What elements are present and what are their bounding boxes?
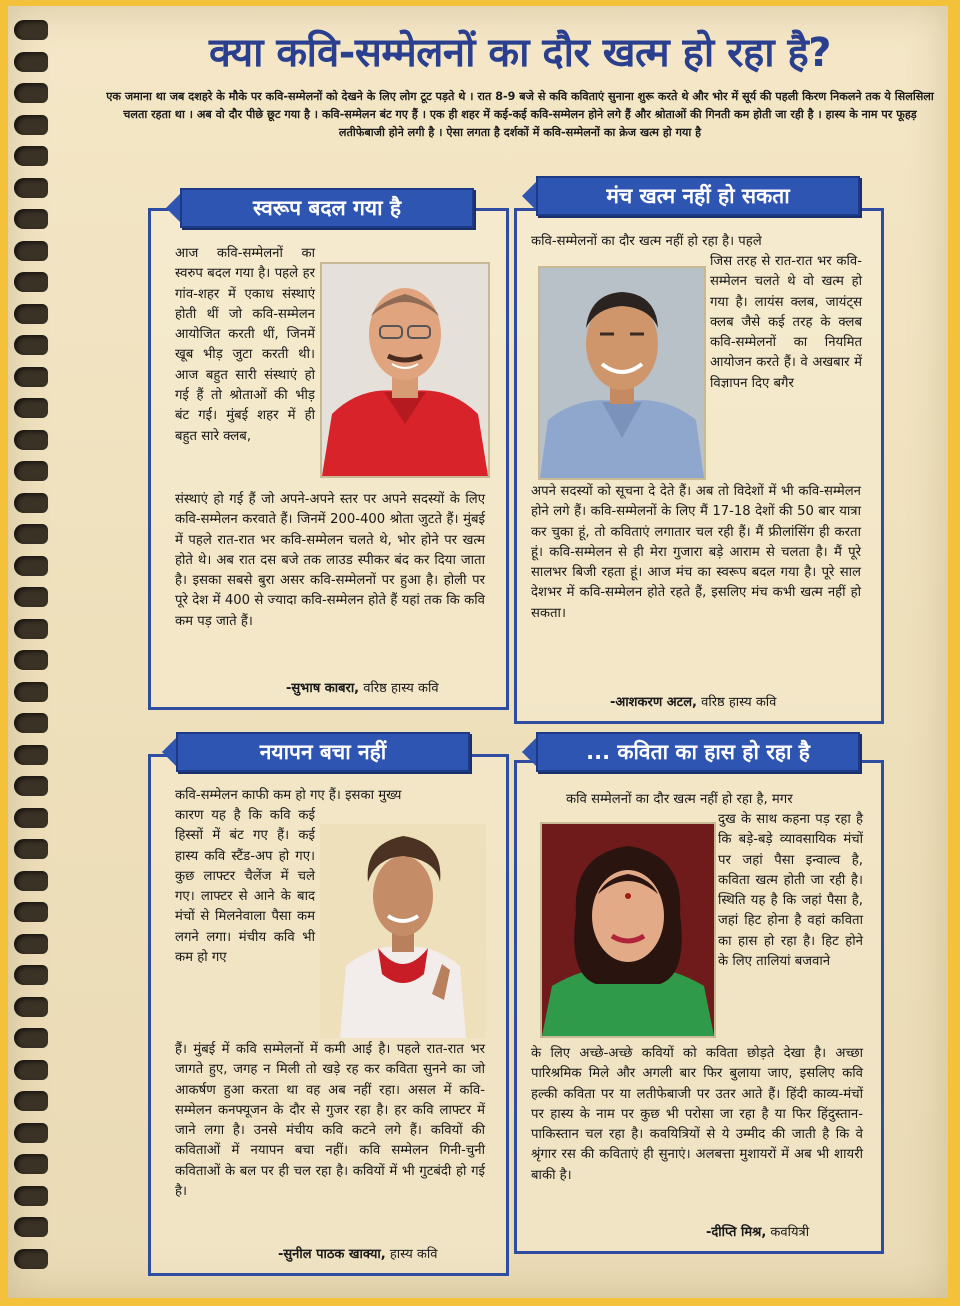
- binding-hole: [14, 556, 48, 576]
- byline-1: [286, 678, 439, 696]
- intro-paragraph: एक जमाना था जब दशहरे के मौके पर कवि-सम्मेलनों को देखने के लिए लोग टूट पड़ते थे । रात 8-9 बजे से कवि कविताएं सुनाना शुरू करते थे और भोर में सूर्य की पहली किरण निकलने तक ये सिलसिला चलता रहता था । अब वो दौर पीछे छूट गया है । कवि-सम्मेलन बंट गए हैं । एक ही शहर में कई-कई कवि-सम्मेलन होने लगे हैं और श्रोताओं की गिनती कम होती जा रही है । हास्य के नाम पर फूहड़ लतीफेबाजी होने लगी है । ऐसा लगता है दर्शकों में कवि-सम्मेलनों का क्रेज खत्म हो गया है: [106, 90, 934, 139]
- binding-hole: [14, 1186, 48, 1206]
- binding-hole: [14, 115, 48, 135]
- binding-hole: [14, 1123, 48, 1143]
- section-text-2-lead: [531, 232, 861, 252]
- binding-hole: [14, 493, 48, 513]
- section-text-4-lead: [566, 790, 862, 810]
- portrait-photo-2: [538, 266, 706, 480]
- role-1: वरिष्ठ हास्य कवि: [359, 681, 439, 696]
- binding-hole: [14, 682, 48, 702]
- byline-4: [706, 1222, 809, 1240]
- section-3-paragraph-top: कारण यह है कि कवि कई हिस्सों में बंट गए हैं। कई हास्य कवि स्टैंड-अप हो गए। कुछ लाफ्टर चैलेंज में चले गए। लाफ्टर से आने के बाद मंचों से मिलनेवाला पैसा कम लगने लगा। मंचीय कवि भी कम हो गए: [175, 808, 315, 966]
- binding-hole: [14, 776, 48, 796]
- portrait-photo-4: [540, 822, 716, 1038]
- section-text-3-bottom: [175, 1040, 485, 1202]
- role-4: कवयित्री: [766, 1225, 810, 1240]
- binding-hole: [14, 524, 48, 544]
- binding-hole: [14, 902, 48, 922]
- binding-hole: [14, 52, 48, 72]
- portrait-photo-1: [320, 262, 490, 478]
- binding-hole: [14, 241, 48, 261]
- headline: क्या कवि-सम्मेलनों का दौर खत्म हो रहा है?: [209, 30, 831, 76]
- section-text-3-lead: [175, 786, 485, 806]
- binding-hole: [14, 650, 48, 670]
- section-4-paragraph-bottom: के लिए अच्छे-अच्छे कवियों को कविता छोड़ते देखा है। अच्छा पारिश्रमिक मिले और अगली बार फिर बुलाया जाए, इसलिए कवि हल्की कविता पर या लतीफेबाजी पर उतर आते हैं। हिंदी काव्य-मंचों पर हास्य के नाम पर कुछ भी परोसा जा रहा है या फिर हिंदुस्तान-पाकिस्तान चल रहा है। कवयित्रियों से ये उम्मीद की जाती है कि वे श्रृंगार रस की कविताएं ही सुनाएं। अलबत्ता मुशायरों में अब भी शायरी बाकी है।: [531, 1046, 863, 1183]
- binding-hole: [14, 745, 48, 765]
- binding-hole: [14, 1154, 48, 1174]
- spiral-binding: [14, 20, 54, 1290]
- section-text-2-top: [710, 252, 862, 394]
- section-4-paragraph-lead: कवि सम्मेलनों का दौर खत्म नहीं हो रहा है, मगर: [566, 792, 793, 807]
- binding-hole: [14, 461, 48, 481]
- binding-hole: [14, 20, 48, 40]
- section-1-paragraph-top: आज कवि-सम्मेलनों का स्वरुप बदल गया है। पहले हर गांव-शहर में एकाध संस्थाएं होती थीं जो कवि-सम्मेलन आयोजित करती थीं, जिनमें खूब भीड़ जुटा करती थी। आज बहुत सारी संस्थाएं हो गई हैं तो श्रोताओं की भीड़ बंट गई। मुंबई शहर में ही बहुत सारे क्लब,: [175, 246, 315, 444]
- binding-hole: [14, 335, 48, 355]
- binding-hole: [14, 272, 48, 292]
- byline-3: [278, 1244, 437, 1262]
- section-title-2: मंच खत्म नहीं हो सकता: [536, 176, 860, 216]
- section-text-4-bottom: [531, 1044, 863, 1186]
- section-2-paragraph-top: जिस तरह से रात-रात भर कवि-सम्मेलन चलते थे वो खत्म हो गया है। लायंस क्लब, जायंट्स क्लब जैसे कई तरह के क्लब कवि-सम्मेलनों का नियमित आयोजन करते हैं। वे अखबार में विज्ञापन दिए बगैर: [710, 254, 862, 391]
- section-title-4: ... कविता का हास हो रहा है: [536, 732, 860, 772]
- binding-hole: [14, 934, 48, 954]
- binding-hole: [14, 871, 48, 891]
- binding-hole: [14, 1060, 48, 1080]
- binding-hole: [14, 146, 48, 166]
- section-1-paragraph-bottom: संस्थाएं हो गई हैं जो अपने-अपने स्तर पर अपने सदस्यों के लिए कवि-सम्मेलन करवाते हैं। जिनमें 200-400 श्रोता जुटते हैं। मुंबई में पहले रात-रात भर कवि-सम्मेलन चलते थे, भोर होने पर खत्म होते थे। अब रात दस बजे तक लाउड स्पीकर बंद कर दिया जाता है। इसका सबसे बुरा असर कवि-सम्मेलनों पर हुआ है। होली पर पूरे देश में 400 से ज्यादा कवि-सम्मेलन होते हैं यहां तक कि कवि कम पड़ जाते हैं।: [175, 492, 485, 629]
- binding-hole: [14, 997, 48, 1017]
- section-title-3: नयापन बचा नहीं: [176, 732, 470, 772]
- binding-hole: [14, 965, 48, 985]
- author-2: -आशकरण अटल,: [610, 695, 697, 710]
- binding-hole: [14, 587, 48, 607]
- binding-hole: [14, 713, 48, 733]
- section-text-1-bottom: [175, 490, 485, 632]
- binding-hole: [14, 1091, 48, 1111]
- section-text-2-bottom: [531, 482, 861, 624]
- binding-hole: [14, 1028, 48, 1048]
- binding-hole: [14, 178, 48, 198]
- section-3-paragraph-bottom: हैं। मुंबई में कवि सम्मेलनों में कमी आई है। पहले रात-रात भर जागते हुए, जगह न मिली तो खड़े रह कर कविता सुनने का जो आकर्षण हुआ करता था वह अब नहीं रहा। असल में कवि-सम्मेलन कनफ्यूजन के दौर से गुजर रहा है। हर कवि लाफ्टर में जाने लगा है। उनसे मंचीय कवि कटने लगे हैं। कवियों की कविताओं में नयापन बचा नहीं। कवि सम्मेलन गिनी-चुनी कविताओं के बल पर ही चल रहा है। कवियों में भी गुटबंदी हो गई है।: [175, 1042, 485, 1200]
- section-4-paragraph-top: दुख के साथ कहना पड़ रहा है कि बड़े-बड़े व्यावसायिक मंचों पर जहां पैसा इन्वाल्व है, कविता खत्म होती जा रही है। स्थिति यह है कि जहां पैसा है, जहां हिट होना है वहां कविता का हास हो रहा है। हिट होने के लिए तालियां बजवाने: [718, 812, 863, 970]
- binding-hole: [14, 430, 48, 450]
- author-3: -सुनील पाठक खाक्या,: [278, 1247, 386, 1262]
- binding-hole: [14, 1217, 48, 1237]
- binding-hole: [14, 839, 48, 859]
- byline-2: [610, 692, 776, 710]
- binding-hole: [14, 83, 48, 103]
- section-2-paragraph-bottom: अपने सदस्यों को सूचना दे देते हैं। अब तो विदेशों में भी कवि-सम्मेलन होने लगे हैं। कवि-सम्मेलनों के लिए मैं 17-18 देशों की 50 बार यात्रा कर चुका हूं, तो कविताएं लगातार चल रही हैं। मैं फ्रीलांसिंग ही करता हूं। कवि-सम्मेलन से ही मेरा गुजारा बड़े आराम से चलता है। मैं पूरे सालभर बिजी रहता हूं। आज मंच का स्वरूप बदल गया है। पूरे साल देशभर में कवि-सम्मेलन होते रहते हैं, इसलिए मंच कभी खत्म नहीं हो सकता।: [531, 484, 861, 621]
- section-2-paragraph-lead: कवि-सम्मेलनों का दौर खत्म नहीं हो रहा है। पहले: [531, 234, 762, 249]
- portrait-photo-3: [320, 824, 486, 1038]
- binding-hole: [14, 367, 48, 387]
- binding-hole: [14, 619, 48, 639]
- section-text-3-top: [175, 806, 315, 968]
- binding-hole: [14, 304, 48, 324]
- section-text-1-top: [175, 244, 315, 447]
- binding-hole: [14, 398, 48, 418]
- binding-hole: [14, 1249, 48, 1269]
- role-3: हास्य कवि: [385, 1247, 438, 1262]
- author-1: -सुभाष काबरा,: [286, 681, 360, 696]
- binding-hole: [14, 808, 48, 828]
- author-4: -दीप्ति मिश्र,: [706, 1225, 767, 1240]
- role-2: वरिष्ठ हास्य कवि: [696, 695, 777, 710]
- binding-hole: [14, 209, 48, 229]
- section-3-paragraph-lead: कवि-सम्मेलन काफी कम हो गए हैं। इसका मुख्य: [175, 788, 402, 803]
- section-text-4-top: [718, 810, 863, 972]
- section-title-1: स्वरूप बदल गया है: [180, 188, 474, 228]
